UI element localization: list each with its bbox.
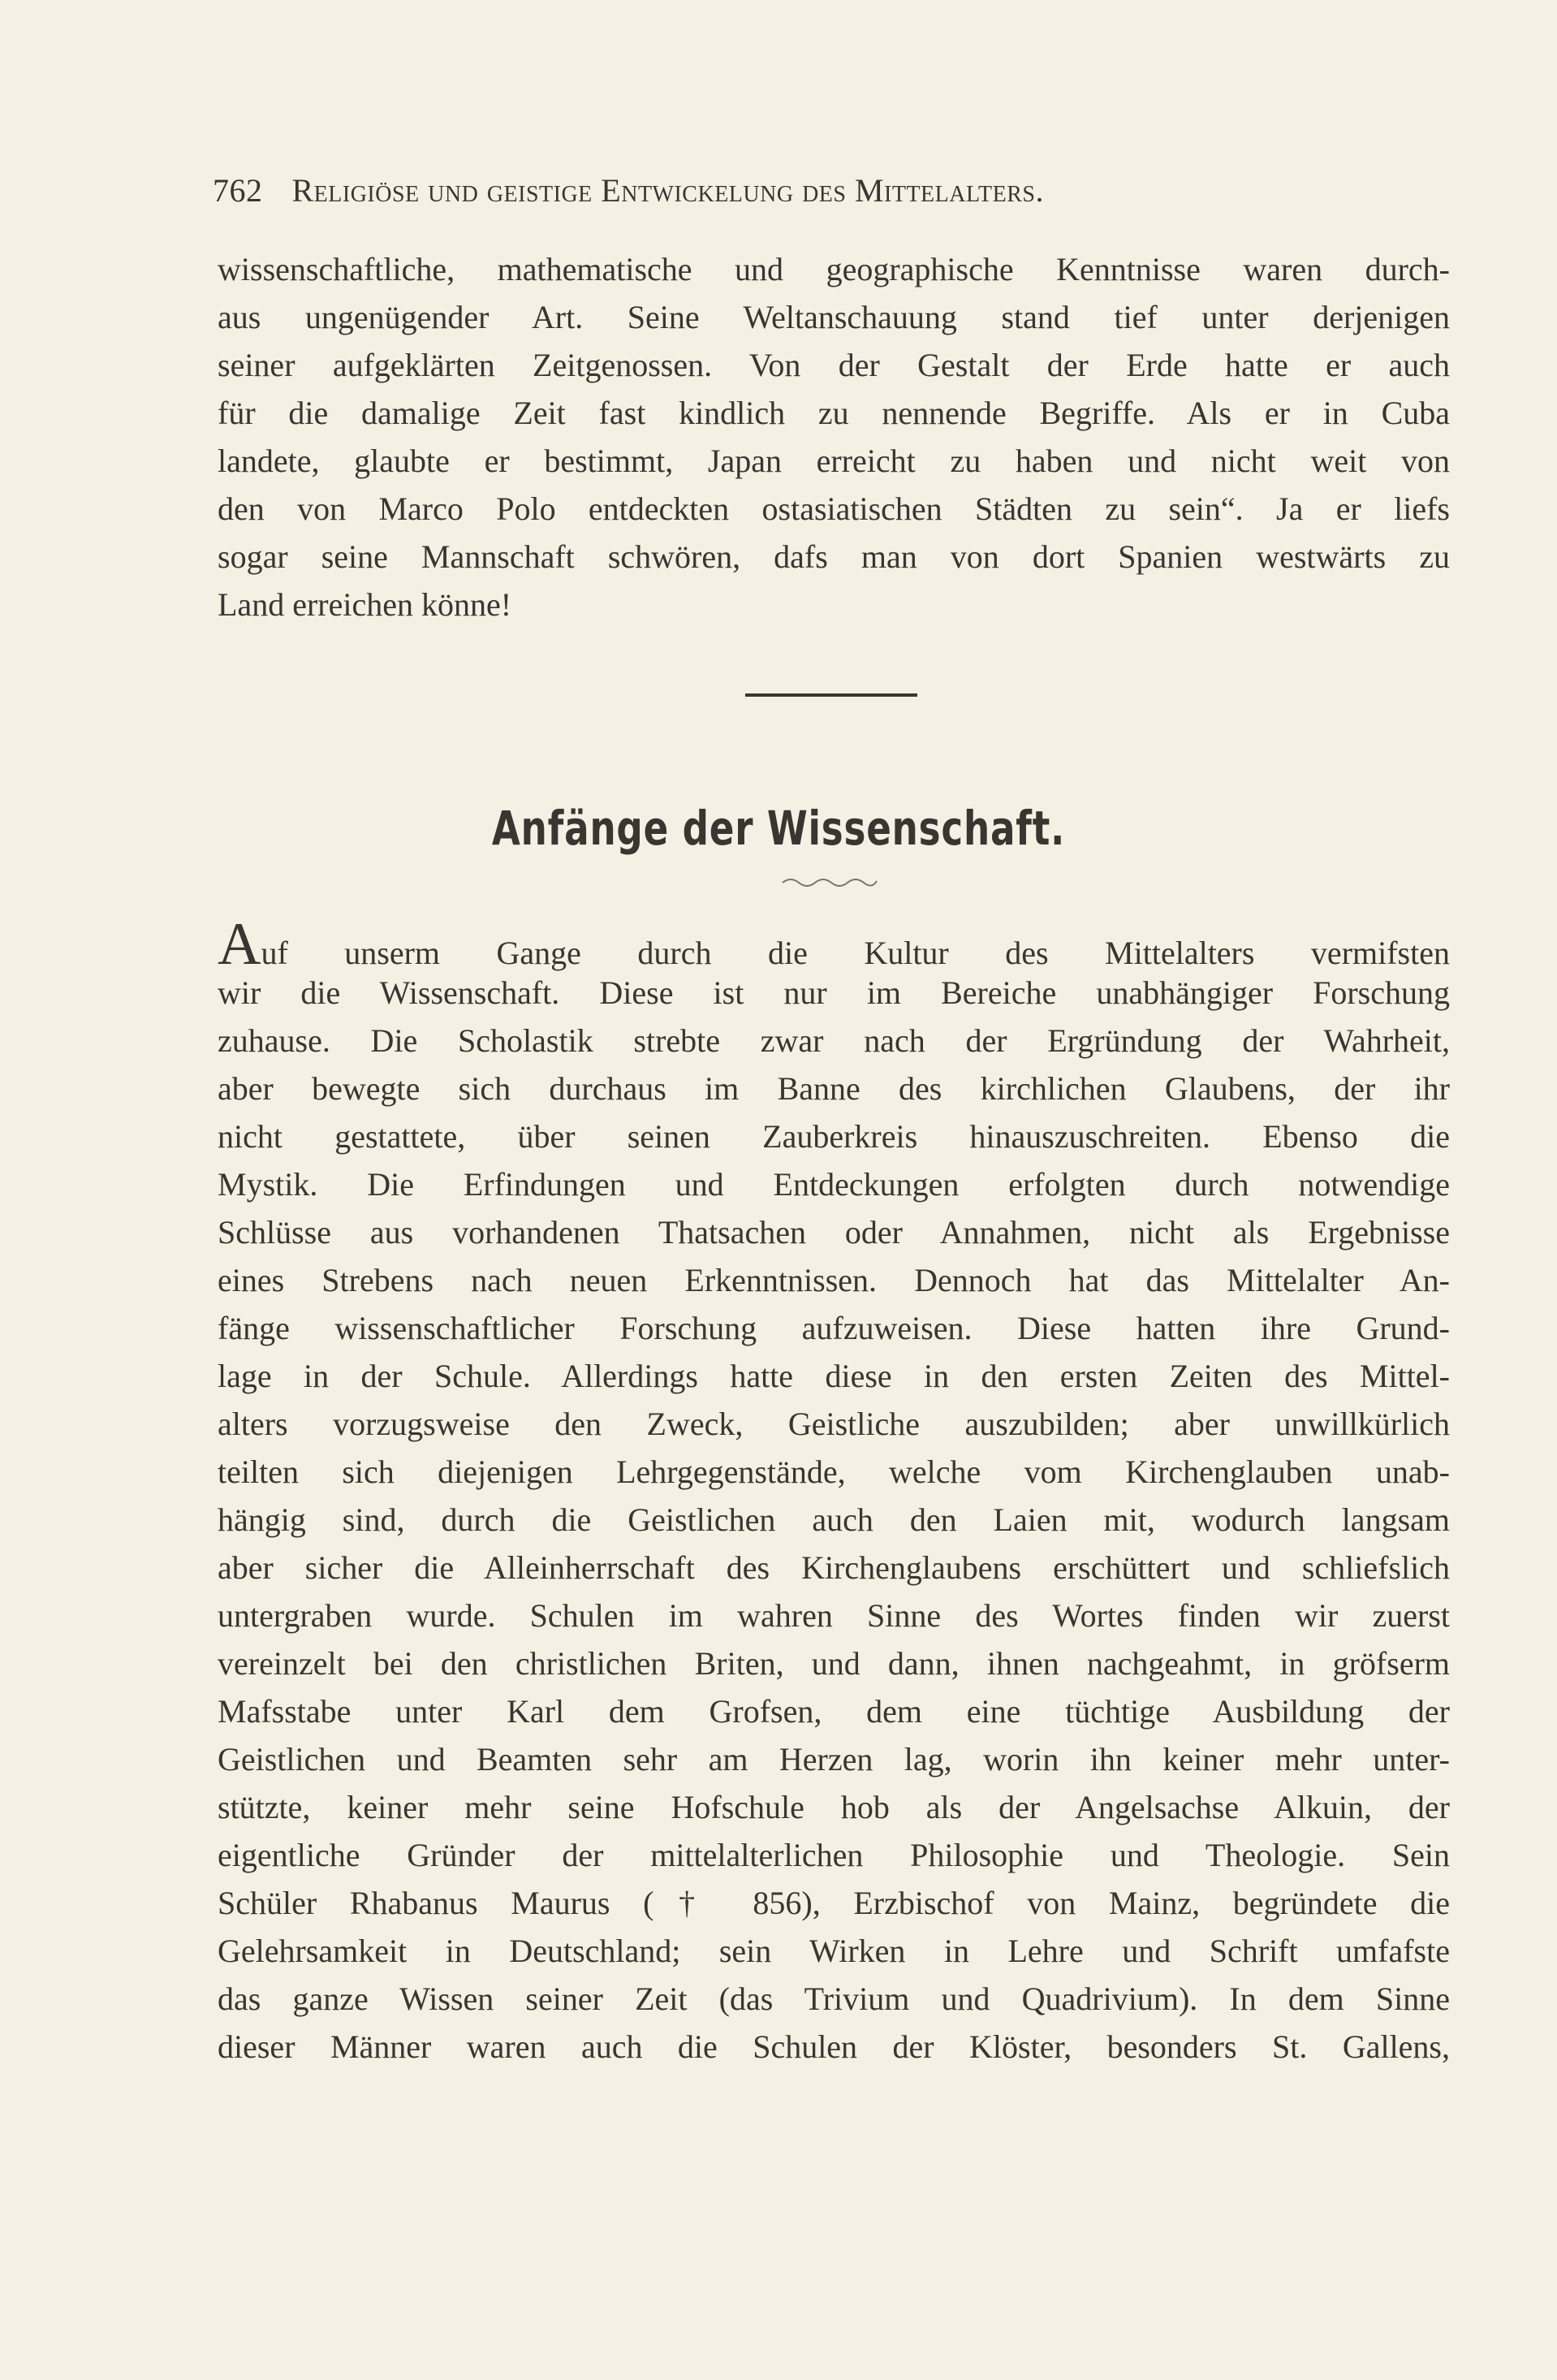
running-title: Religiöse und geistige Entwickelung des Mittelalters. bbox=[291, 172, 1044, 209]
text-line: Schlüsse aus vorhandenen Thatsachen oder Annahmen, nicht als Ergebnisse bbox=[218, 1214, 1450, 1250]
text-line: eines Strebens nach neuen Erkenntnissen. Dennoch hat das Mittelalter An- bbox=[218, 1262, 1450, 1298]
text-line: eigentliche Gründer der mittelalterlichen Philosophie und Theologie. Sein bbox=[218, 1837, 1450, 1873]
text-line: zuhause. Die Scholastik strebte zwar nach der Ergründung der Wahrheit, bbox=[218, 1022, 1450, 1059]
text-line: fänge wissenschaftlicher Forschung aufzuweisen. Diese hatten ihre Grund- bbox=[218, 1310, 1450, 1346]
text-line: dieser Männer waren auch die Schulen der Klöster, besonders St. Gallens, bbox=[218, 2028, 1450, 2065]
text-line: landete, glaubte er bestimmt, Japan erreicht zu haben und nicht weit von bbox=[218, 443, 1450, 479]
text-line: hängig sind, durch die Geistlichen auch den Laien mit, wodurch langsam bbox=[218, 1501, 1450, 1538]
drop-cap: A bbox=[218, 911, 261, 978]
text-line: lage in der Schule. Allerdings hatte diese in den ersten Zeiten des Mittel- bbox=[218, 1358, 1450, 1394]
section-heading: Anfänge der Wissenschaft. bbox=[491, 801, 1066, 856]
text-line: wir die Wissenschaft. Diese ist nur im Bereiche unabhängiger Forschung bbox=[218, 974, 1450, 1011]
text-line: aber bewegte sich durchaus im Banne des kirchlichen Glaubens, der ihr bbox=[218, 1070, 1450, 1107]
text-line: untergraben wurde. Schulen im wahren Sinne des Wortes finden wir zuerst bbox=[218, 1597, 1450, 1634]
text-line: Schüler Rhabanus Maurus († 856), Erzbischof von Mainz, begründete die bbox=[218, 1885, 1450, 1921]
text-line: sogar seine Mannschaft schwören, dafs man von dort Spanien westwärts zu bbox=[218, 538, 1450, 575]
first-line-text: uf unserm Gange durch die Kultur des Mittelalters vermifsten bbox=[261, 935, 1450, 971]
text-line: aus ungenügender Art. Seine Weltanschauung stand tief unter derjenigen bbox=[218, 299, 1450, 335]
text-line: teilten sich diejenigen Lehrgegenstände, welche vom Kirchenglauben unab- bbox=[218, 1453, 1450, 1490]
text-line: das ganze Wissen seiner Zeit (das Trivium und Quadrivium). In dem Sinne bbox=[218, 1980, 1450, 2017]
section-divider bbox=[745, 693, 917, 697]
first-line bbox=[218, 911, 1450, 978]
text-line: stützte, keiner mehr seine Hofschule hob als der Angelsachse Alkuin, der bbox=[218, 1789, 1450, 1825]
text-line: den von Marco Polo entdeckten ostasiatischen Städten zu sein“. Ja er liefs bbox=[218, 490, 1450, 527]
text-line: vereinzelt bei den christlichen Briten, und dann, ihnen nachgeahmt, in gröfserm bbox=[218, 1645, 1450, 1682]
text-line: nicht gestattete, über seinen Zauberkreis hinauszuschreiten. Ebenso die bbox=[218, 1118, 1450, 1155]
text-line: Gelehrsamkeit in Deutschland; sein Wirken in Lehre und Schrift umfafste bbox=[218, 1933, 1450, 1969]
text-line: Mystik. Die Erfindungen und Entdeckungen erfolgten durch notwendige bbox=[218, 1166, 1450, 1203]
text-line: für die damalige Zeit fast kindlich zu nennende Begriffe. Als er in Cuba bbox=[218, 395, 1450, 431]
paragraph-wissenschaft bbox=[218, 911, 1450, 2071]
text-line: seiner aufgeklärten Zeitgenossen. Von der Gestalt der Erde hatte er auch bbox=[218, 347, 1450, 383]
text-line: alters vorzugsweise den Zweck, Geistliche auszubilden; aber unwillkürlich bbox=[218, 1406, 1450, 1442]
text-line: aber sicher die Alleinherrschaft des Kirchenglaubens erschüttert und schliefslich bbox=[218, 1549, 1450, 1586]
text-line: Land erreichen könne! bbox=[218, 586, 512, 623]
page-number: 762 bbox=[213, 172, 263, 209]
text-line: Mafsstabe unter Karl dem Grofsen, dem eine tüchtige Ausbildung der bbox=[218, 1693, 1450, 1730]
text-line: wissenschaftliche, mathematische und geographische Kenntnisse waren durch- bbox=[218, 251, 1450, 287]
ornament-flourish bbox=[781, 875, 878, 887]
running-header bbox=[213, 169, 1365, 213]
text-line: Geistlichen und Beamten sehr am Herzen lag, worin ihn keiner mehr unter- bbox=[218, 1741, 1450, 1777]
paragraph-columbus bbox=[218, 245, 1450, 628]
